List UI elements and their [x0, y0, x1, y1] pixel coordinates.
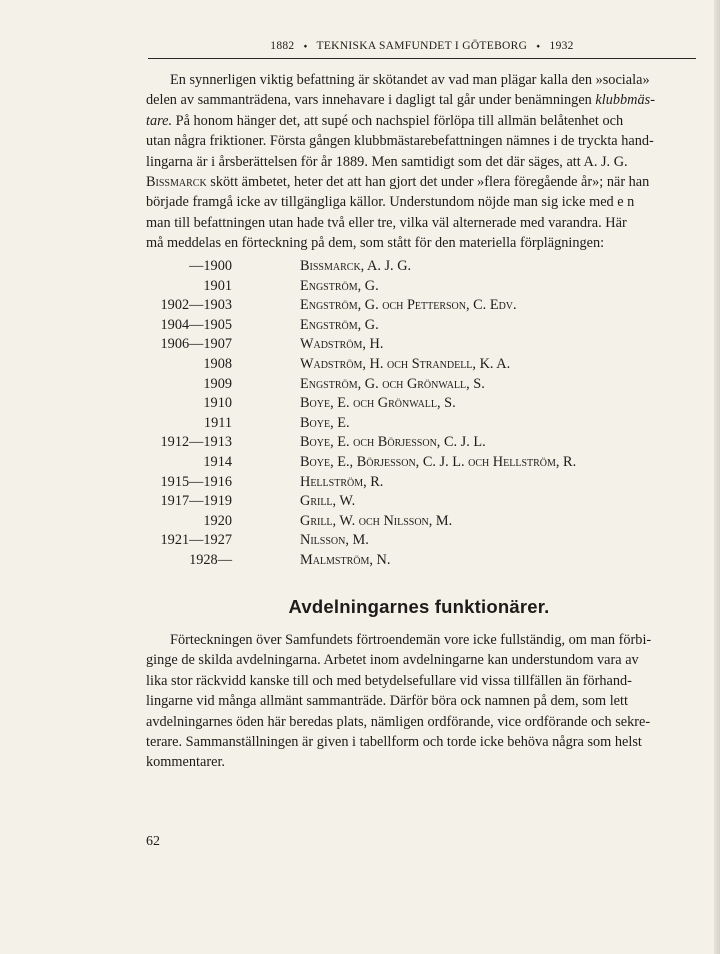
- officer-row: [146, 258, 692, 278]
- officer-row: [146, 434, 692, 454]
- intro-line: [146, 172, 692, 192]
- header-title: TEKNISKA SAMFUNDET I GÖTEBORG: [316, 40, 528, 52]
- officer-names: Hellström, R.: [300, 473, 384, 490]
- officer-years: 1901: [203, 277, 232, 294]
- officer-names: Grill, W.: [300, 493, 356, 510]
- officer-years: 1904—1905: [160, 316, 232, 333]
- officer-years: 1915—1916: [160, 473, 232, 490]
- intro-line: En synnerligen viktig befattning är skötandet av vad man plägar kalla den »sociala»: [170, 72, 650, 88]
- officer-names: Bissmarck, A. J. G.: [300, 258, 412, 274]
- section-line: lingarne vid många allmänt sammanträde. Därför böra ock namnen på dem, som lett: [146, 693, 628, 710]
- officer-row: [146, 454, 692, 474]
- officer-names: Boye, E. och Börjesson, C. J. L.: [300, 434, 486, 451]
- intro-paragraph: [146, 70, 692, 254]
- officer-names: Nilsson, M.: [300, 532, 369, 549]
- officer-years: 1906—1907: [160, 336, 232, 353]
- officer-names: Engström, G. och Grönwall, S.: [300, 375, 485, 392]
- intro-line: man till befattningen utan hade två eller tre, vilka väl alternerade med varandra. Här: [146, 214, 627, 231]
- header-separator-icon: ⬩: [536, 41, 541, 52]
- bissmarck-name: Bissmarck: [146, 174, 207, 191]
- header-rule: [148, 58, 696, 59]
- officer-row: [146, 493, 692, 513]
- officer-years: 1928—: [189, 551, 232, 568]
- officer-row: [146, 395, 692, 415]
- officer-years: 1910: [203, 395, 232, 412]
- intro-line: [146, 111, 692, 131]
- intro-line: må meddelas en förteckning på dem, som stått för den materiella förplägningen:: [146, 235, 605, 252]
- intro-line: [146, 90, 692, 110]
- header-separator-icon: ⬩: [303, 41, 308, 52]
- section-line: avdelningarnes öden här beredas plats, nämligen ordförande, vice ordförande och sekre-: [146, 713, 651, 730]
- officer-names: Grill, W. och Nilsson, M.: [300, 512, 453, 529]
- officer-row: [146, 513, 692, 533]
- intro-line: lingarna är i årsberättelsen för år 1889. Men samtidigt som det där säges, att A. J. G.: [146, 153, 628, 170]
- section-paragraph: [146, 630, 692, 773]
- officer-row: [146, 278, 692, 298]
- header-right-year: 1932: [549, 40, 574, 52]
- officer-names: Engström, G.: [300, 277, 379, 294]
- tare-word: tare.: [146, 112, 173, 129]
- officer-names: Engström, G. och Petterson, C. Edv.: [300, 297, 517, 314]
- running-header: [148, 40, 696, 52]
- officer-years: 1920: [203, 512, 232, 529]
- officer-names: Wadström, H. och Strandell, K. A.: [300, 355, 511, 372]
- header-left-year: 1882: [270, 40, 295, 52]
- officer-row: [146, 532, 692, 552]
- intro-line-text: delen av sammanträdena, vars innehavare i dagligt tal går under benämningen: [146, 92, 592, 109]
- officer-row: [146, 474, 692, 494]
- section-line: lika stor räckvidd kanske till och med betydelsefullare vid vissa tillfällen än förhand-: [146, 672, 632, 689]
- section-line: terare. Sammanställningen är given i tabellform och torde icke behöva några som helst: [146, 734, 642, 751]
- page-edge: [714, 0, 720, 954]
- intro-line-text: På honom hänger det, att supé och nachspiel förlöpa till allmän belåtenhet och: [172, 112, 624, 129]
- officer-row: [146, 317, 692, 337]
- section-line: kommentarer.: [146, 754, 226, 771]
- officer-row: [146, 356, 692, 376]
- officer-years: 1902—1903: [160, 297, 232, 314]
- officer-names: Boye, E. och Grönwall, S.: [300, 395, 456, 412]
- officer-years: 1921—1927: [160, 532, 232, 549]
- section-line: ginge de skilda avdelningarna. Arbetet inom avdelningarne kan understundom vara av: [146, 652, 639, 669]
- officer-row: [146, 297, 692, 317]
- section-title: Avdelningarnes funktionärer.: [288, 596, 550, 617]
- officer-names: Engström, G.: [300, 316, 379, 333]
- intro-line-text: skött ämbetet, heter det att han gjort det under »flera föregående år»; när han: [210, 174, 650, 191]
- intro-line: började framgå icke av tillgängliga källor. Understundom nöjde man sig icke med e n: [146, 194, 635, 211]
- page-number: 62: [146, 834, 160, 849]
- officer-list: [146, 258, 692, 572]
- officer-years: 1911: [203, 414, 232, 431]
- section-line: Förteckningen över Samfundets förtroendemän vore icke fullständig, om man förbi-: [170, 632, 652, 648]
- officer-names: Malmström, N.: [300, 551, 391, 568]
- officer-row: [146, 376, 692, 396]
- officer-row: [146, 415, 692, 435]
- officer-names: Wadström, H.: [300, 336, 384, 353]
- officer-years: —1900: [189, 258, 232, 274]
- officer-years: 1917—1919: [160, 493, 232, 510]
- officer-row: [146, 552, 692, 572]
- officer-years: 1909: [203, 375, 232, 392]
- officer-names: Boye, E.: [300, 414, 350, 431]
- officer-names: Boye, E., Börjesson, C. J. L. och Hellström, R.: [300, 453, 577, 470]
- klubb-word: klubbmäs-: [595, 92, 655, 109]
- officer-row: [146, 336, 692, 356]
- officer-years: 1914: [203, 453, 232, 470]
- officer-years: 1908: [203, 355, 232, 372]
- officer-years: 1912—1913: [160, 434, 232, 451]
- intro-line: utan några friktioner. Första gången klubbmästarebefattningen nämnes i de tryckta hand-: [146, 133, 654, 150]
